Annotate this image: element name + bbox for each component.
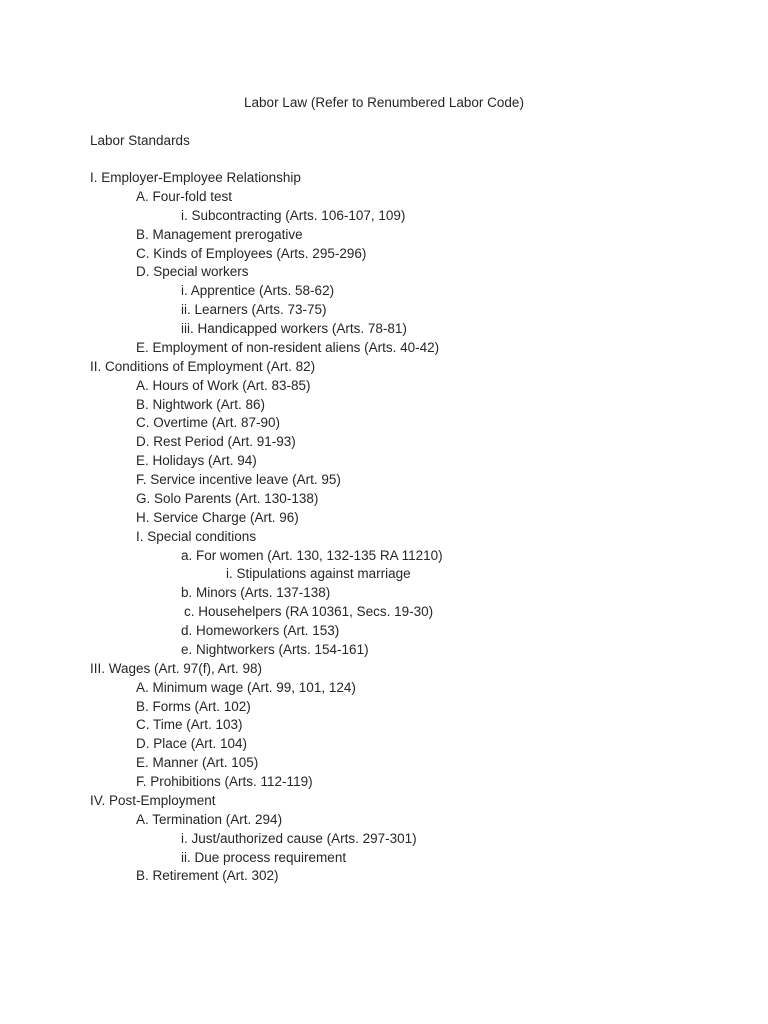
outline-item-level-1: F. Prohibitions (Arts. 112-119) <box>136 774 313 789</box>
outline-item-level-1: B. Retirement (Art. 302) <box>136 868 279 884</box>
outline-item-level-1: I. Special conditions <box>136 528 257 544</box>
outline-item-level-1: A. Termination (Art. 294) <box>136 811 283 827</box>
outline-item-level-2: i. Just/authorized cause (Arts. 297-301) <box>181 830 417 846</box>
outline-item-level-2: b. Minors (Arts. 137-138) <box>181 585 331 601</box>
outline-item-level-1: E. Employment of non-resident aliens (Arts. 40-42) <box>136 339 440 355</box>
outline-item-level-2: a. For women (Art. 130, 132-135 RA 11210) <box>181 547 443 563</box>
outline-item-level-0: II. Conditions of Employment (Art. 82) <box>90 358 316 374</box>
outline-item-level-1: G. Solo Parents (Art. 130-138) <box>136 490 319 506</box>
outline-item-level-3: i. Stipulations against marriage <box>226 566 411 582</box>
document-title: Labor Law (Refer to Renumbered Labor Code) <box>244 95 524 110</box>
outline-item-level-1: A. Minimum wage (Art. 99, 101, 124) <box>136 679 356 695</box>
outline-item-level-2: i. Apprentice (Arts. 58-62) <box>181 283 335 299</box>
outline-item-level-1: D. Special workers <box>136 264 249 280</box>
outline-item-level-1: C. Time (Art. 103) <box>136 717 243 733</box>
outline-item-level-1: E. Manner (Art. 105) <box>136 755 259 771</box>
outline-item-level-1: F. Service incentive leave (Art. 95) <box>136 472 341 487</box>
outline-item-level-1: B. Management prerogative <box>136 226 303 242</box>
outline-item-level-1: D. Place (Art. 104) <box>136 736 248 752</box>
outline-item-level-1: C. Overtime (Art. 87-90) <box>136 415 281 431</box>
outline-item-level-2: ii. Due process requirement <box>181 849 347 865</box>
outline-item-level-2: ii. Learners (Arts. 73-75) <box>181 302 327 318</box>
outline-item-level-1: D. Rest Period (Art. 91-93) <box>136 434 296 450</box>
outline-item-level-1: A. Four-fold test <box>136 188 233 204</box>
outline-item-level-1: B. Nightwork (Art. 86) <box>136 396 266 412</box>
outline-item-level-2: c. Househelpers (RA 10361, Secs. 19-30) <box>184 604 434 620</box>
outline-item-level-1: C. Kinds of Employees (Arts. 295-296) <box>136 245 367 261</box>
outline-item-level-0: III. Wages (Art. 97(f), Art. 98) <box>90 660 263 676</box>
outline-item-level-2: iii. Handicapped workers (Arts. 78-81) <box>181 321 407 336</box>
topic-outline <box>0 169 768 886</box>
section-heading: Labor Standards <box>90 133 190 148</box>
outline-item-level-1: A. Hours of Work (Art. 83-85) <box>136 377 311 393</box>
outline-item-level-1: E. Holidays (Art. 94) <box>136 453 257 469</box>
outline-item-level-2: d. Homeworkers (Art. 153) <box>181 623 340 638</box>
outline-item-level-1: H. Service Charge (Art. 96) <box>136 509 299 525</box>
outline-item-level-2: i. Subcontracting (Arts. 106-107, 109) <box>181 207 406 223</box>
outline-item-level-0: IV. Post-Employment <box>90 792 216 808</box>
outline-item-level-2: e. Nightworkers (Arts. 154-161) <box>181 641 369 657</box>
outline-item-level-1: B. Forms (Art. 102) <box>136 698 251 714</box>
outline-item-level-0: I. Employer-Employee Relationship <box>90 170 301 185</box>
